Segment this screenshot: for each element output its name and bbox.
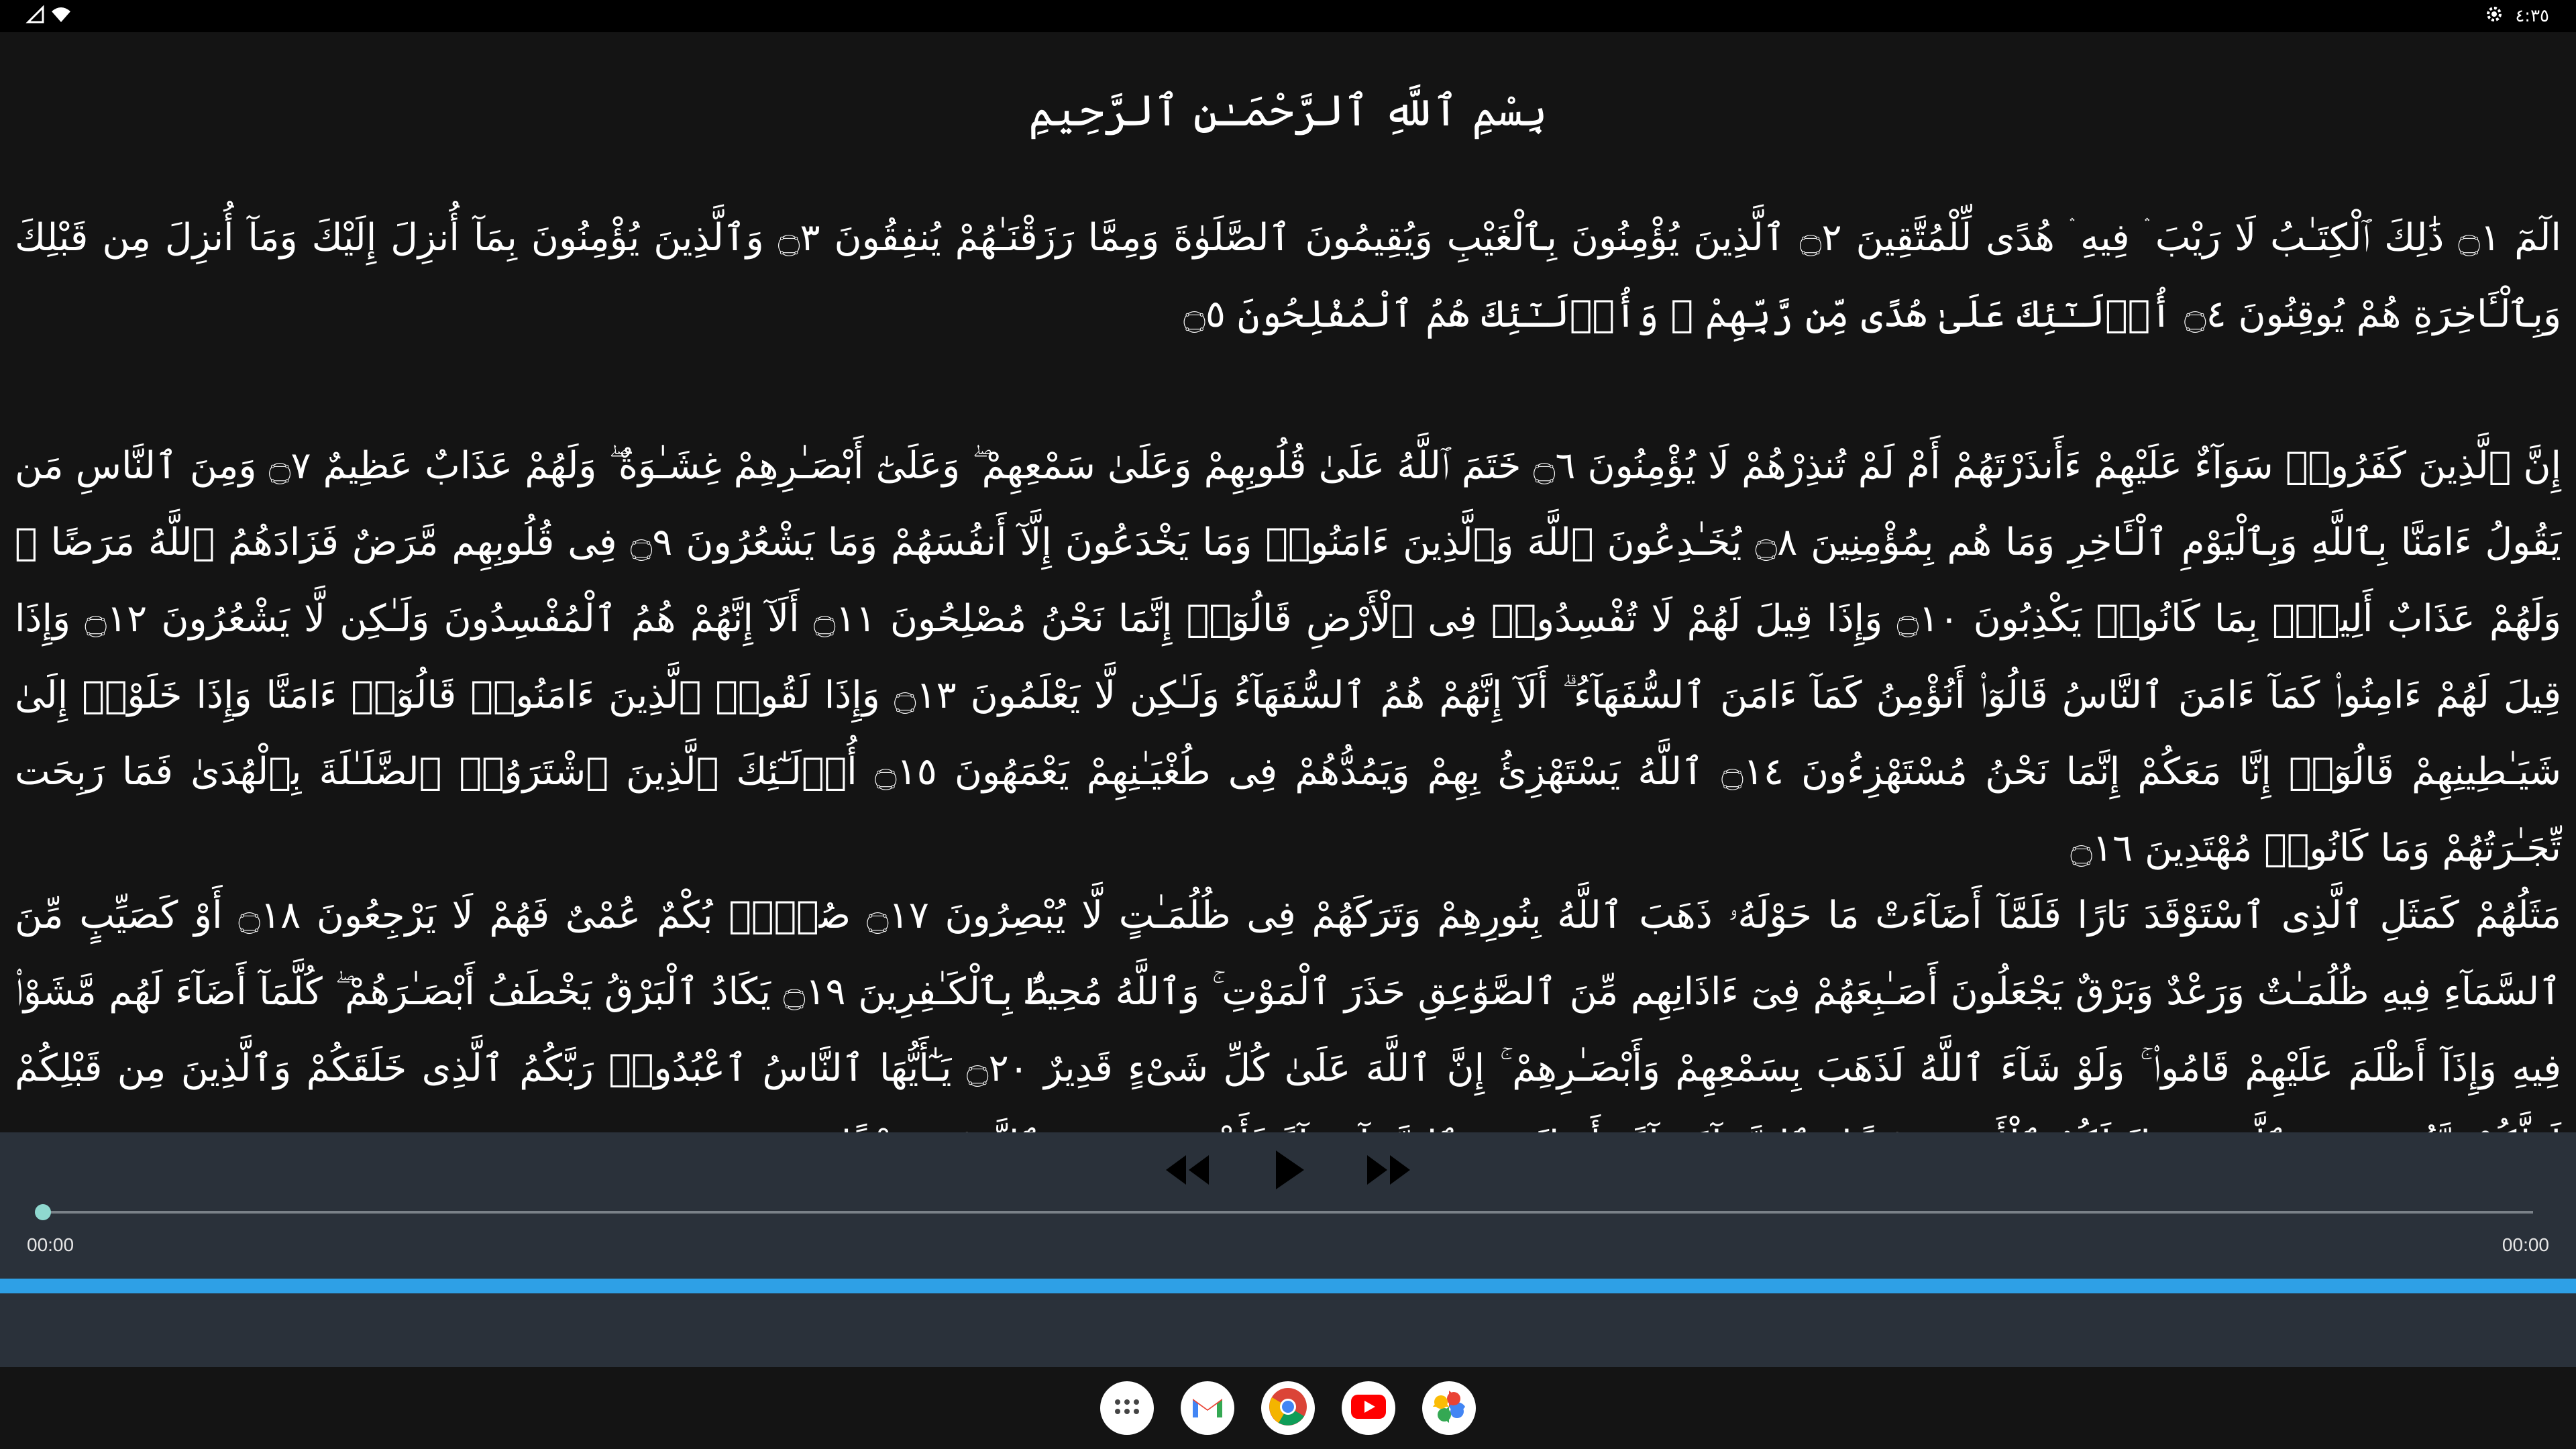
gmail-icon — [1190, 1393, 1225, 1423]
gmail-button[interactable] — [1181, 1381, 1234, 1435]
photos-button[interactable] — [1422, 1381, 1476, 1435]
status-right — [2484, 4, 2549, 29]
verse-paragraph[interactable]: الٓمٓ ۝١ ذَٰلِكَ ٱلْكِتَـٰبُ لَا رَيْبَ ۛ فِيهِ ۛ هُدًى لِّلْمُتَّقِينَ ۝٢ ٱلَّذِينَ يُؤْمِنُونَ بِٱلْغَيْبِ وَيُقِيمُونَ ٱلصَّلَوٰةَ وَمِمَّا رَزَقْنَـٰهُمْ يُنفِقُونَ ۝٣ وَٱلَّذِينَ يُؤْمِنُونَ بِمَآ أُنزِلَ إِلَيْكَ وَمَآ أُنزِلَ مِن قَبْلِكَ وَبِٱلْـَٔاخِرَةِ هُمْ يُوقِنُونَ ۝٤ أُو۟لَـٰٓئِكَ عَلَىٰ هُدًى مِّن رَّبِّهِمْ ۖ وَأُو۟لَـٰٓئِكَ هُمُ ٱلْمُفْلِحُونَ ۝٥ — [15, 216, 2561, 336]
app-dock — [0, 1367, 2576, 1449]
status-left — [27, 6, 71, 26]
verse-paragraph[interactable]: إِنَّ ٱلَّذِينَ كَفَرُوا۟ سَوَآءٌ عَلَيْهِمْ ءَأَنذَرْتَهُمْ أَمْ لَمْ تُنذِرْهُمْ لَا يُؤْمِنُونَ ۝٦ خَتَمَ ٱللَّهُ عَلَىٰ قُلُوبِهِمْ وَعَلَىٰ سَمْعِهِمْ ۖ وَعَلَىٰٓ أَبْصَـٰرِهِمْ غِشَـٰوَةٌ ۖ وَلَهُمْ عَذَابٌ عَظِيمٌ ۝٧ وَمِنَ ٱلنَّاسِ مَن يَقُولُ ءَامَنَّا بِٱللَّهِ وَبِٱلْيَوْمِ ٱلْـَٔاخِرِ وَمَا هُم بِمُؤْمِنِينَ ۝٨ يُخَـٰدِعُونَ ٱللَّهَ وَٱلَّذِينَ ءَامَنُوا۟ وَمَا يَخْدَعُونَ إِلَّآ أَنفُسَهُمْ وَمَا يَشْعُرُونَ ۝٩ فِى قُلُوبِهِم مَّرَضٌ فَزَادَهُمُ ٱللَّهُ مَرَضًا ۖ وَلَهُمْ عَذَابٌ أَلِيمٌۢ بِمَا كَانُوا۟ يَكْذِبُونَ ۝١٠ وَإِذَا قِيلَ لَهُمْ لَا تُفْسِدُوا۟ فِى ٱلْأَرْضِ قَالُوٓا۟ إِنَّمَا نَحْنُ مُصْلِحُونَ ۝١١ أَلَآ إِنَّهُمْ هُمُ ٱلْمُفْسِدُونَ وَلَـٰكِن لَّا يَشْعُرُونَ ۝١٢ وَإِذَا قِيلَ لَهُمْ ءَامِنُوا۟ كَمَآ ءَامَنَ ٱلنَّاسُ قَالُوٓا۟ أَنُؤْمِنُ كَمَآ ءَامَنَ ٱلسُّفَهَآءُ ۗ أَلَآ إِنَّهُمْ هُمُ ٱلسُّفَهَآءُ وَلَـٰكِن لَّا يَعْلَمُونَ ۝١٣ وَإِذَا لَقُوا۟ ٱلَّذِينَ ءَامَنُوا۟ قَالُوٓا۟ ءَامَنَّا وَإِذَا خَلَوْا۟ إِلَىٰ شَيَـٰطِينِهِمْ قَالُوٓا۟ إِنَّا مَعَكُمْ إِنَّمَا نَحْنُ مُسْتَهْزِءُونَ ۝١٤ ٱللَّهُ يَسْتَهْزِئُ بِهِمْ وَيَمُدُّهُمْ فِى طُغْيَـٰنِهِمْ يَعْمَهُونَ ۝١٥ أُو۟لَـٰٓئِكَ ٱلَّذِينَ ٱشْتَرَوُا۟ ٱلضَّلَـٰلَةَ بِٱلْهُدَىٰ فَمَا رَبِحَت تِّجَـٰرَتُهُمْ وَمَا كَانُوا۟ مُهْتَدِينَ ۝١٦ — [15, 444, 2562, 870]
settings-icon[interactable] — [2484, 4, 2504, 29]
audio-player — [0, 1132, 2576, 1367]
seek-knob[interactable] — [35, 1204, 51, 1220]
chrome-button[interactable] — [1261, 1381, 1315, 1435]
playback-controls — [0, 1144, 2576, 1198]
rewind-button[interactable] — [1161, 1144, 1214, 1198]
bismillah: بِسْمِ ٱللَّهِ ٱلرَّحْمَـٰنِ ٱلرَّحِيمِ — [1028, 87, 1548, 136]
fast-forward-icon — [1362, 1150, 1415, 1193]
rewind-icon — [1161, 1150, 1214, 1193]
play-button[interactable] — [1261, 1144, 1315, 1198]
progress-bar — [0, 1279, 2576, 1293]
total-time: 00:00 — [2502, 1234, 2549, 1255]
fast-forward-button[interactable] — [1362, 1144, 1415, 1198]
verse-paragraph[interactable]: مَثَلُهُمْ كَمَثَلِ ٱلَّذِى ٱسْتَوْقَدَ نَارًا فَلَمَّآ أَضَآءَتْ مَا حَوْلَهُۥ ذَهَبَ ٱللَّهُ بِنُورِهِمْ وَتَرَكَهُمْ فِى ظُلُمَـٰتٍ لَّا يُبْصِرُونَ ۝١٧ صُمٌّۢ بُكْمٌ عُمْىٌ فَهُمْ لَا يَرْجِعُونَ ۝١٨ أَوْ كَصَيِّبٍ مِّنَ ٱلسَّمَآءِ فِيهِ ظُلُمَـٰتٌ وَرَعْدٌ وَبَرْقٌ يَجْعَلُونَ أَصَـٰبِعَهُمْ فِىٓ ءَاذَانِهِم مِّنَ ٱلصَّوَٰعِقِ حَذَرَ ٱلْمَوْتِ ۚ وَٱللَّهُ مُحِيطٌۢ بِٱلْكَـٰفِرِينَ ۝١٩ يَكَادُ ٱلْبَرْقُ يَخْطَفُ أَبْصَـٰرَهُمْ ۖ كُلَّمَآ أَضَآءَ لَهُم مَّشَوْا۟ فِيهِ وَإِذَآ أَظْلَمَ عَلَيْهِمْ قَامُوا۟ ۚ وَلَوْ شَآءَ ٱللَّهُ لَذَهَبَ بِسَمْعِهِمْ وَأَبْصَـٰرِهِمْ ۚ إِنَّ ٱللَّهَ عَلَىٰ كُلِّ شَىْءٍ قَدِيرٌ ۝٢٠ يَـٰٓأَيُّهَا ٱلنَّاسُ ٱعْبُدُوا۟ رَبَّكُمُ ٱلَّذِى خَلَقَكُمْ وَٱلَّذِينَ مِن قَبْلِكُمْ — [15, 894, 2562, 1090]
app-drawer-icon — [1114, 1397, 1140, 1419]
signal-icon — [27, 6, 44, 26]
status-time: ٤:٣٥ — [2515, 6, 2549, 26]
status-bar — [0, 0, 2576, 32]
current-time: 00:00 — [27, 1234, 74, 1255]
seek-track[interactable] — [43, 1211, 2533, 1214]
play-icon — [1268, 1146, 1308, 1196]
youtube-icon — [1350, 1393, 1387, 1423]
chrome-icon — [1268, 1387, 1308, 1430]
quran-reader[interactable] — [0, 32, 2576, 1132]
photos-icon — [1429, 1387, 1469, 1430]
wifi-icon — [51, 6, 71, 26]
youtube-button[interactable] — [1342, 1381, 1395, 1435]
app-drawer-button[interactable] — [1100, 1381, 1154, 1435]
